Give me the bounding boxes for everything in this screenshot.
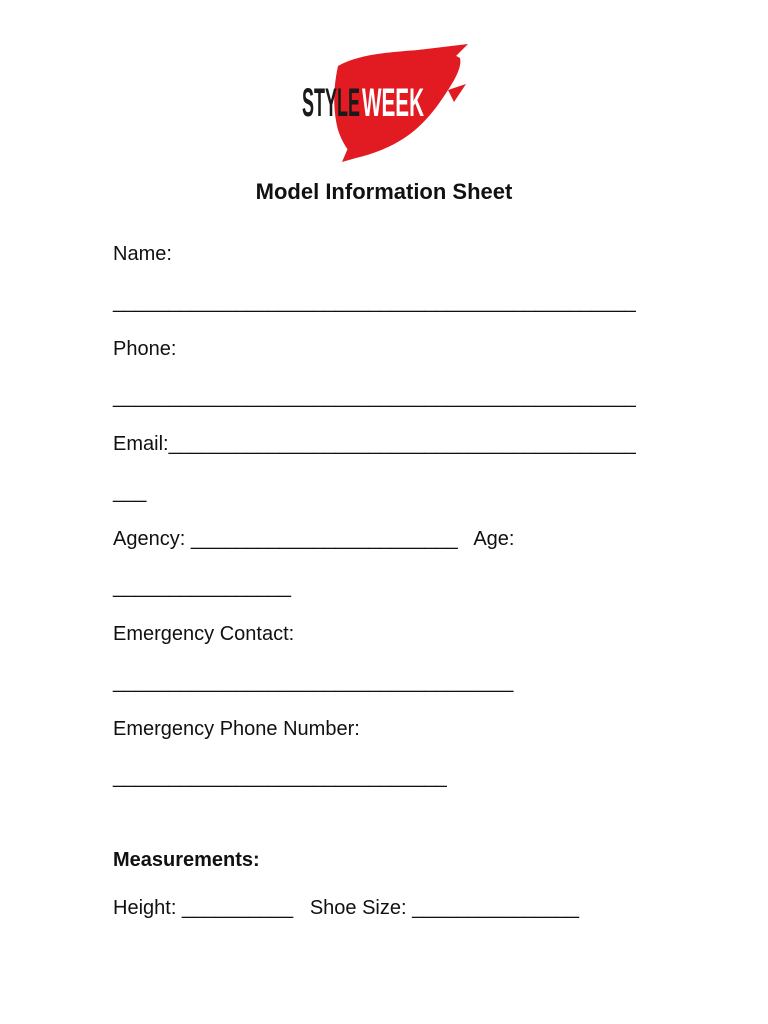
logo-text-week: WEEK: [362, 81, 425, 125]
emergency-contact-field[interactable]: ____________________________________: [113, 671, 514, 693]
emergency-contact-label: Emergency Contact:: [113, 623, 295, 645]
age-field[interactable]: ________________: [113, 576, 291, 598]
emergency-phone-label: Emergency Phone Number:: [113, 718, 360, 740]
name-label: Name:: [113, 243, 172, 265]
email-field-continuation[interactable]: ___: [113, 481, 147, 503]
phone-field[interactable]: _______________________________________________: [113, 386, 636, 408]
name-field[interactable]: _______________________________________________: [113, 291, 636, 313]
email-field[interactable]: Email:__________________________________________: [113, 433, 636, 455]
logo-text-style: STYLE: [302, 81, 360, 125]
measurements-heading: Measurements:: [113, 849, 260, 871]
height-shoe-size-line[interactable]: Height: __________ Shoe Size: _______________: [113, 897, 579, 919]
emergency-phone-field[interactable]: ______________________________: [113, 766, 447, 788]
brush-stroke-logo-graphic: [298, 44, 468, 162]
styleweek-logo: [298, 44, 468, 162]
phone-label: Phone:: [113, 338, 177, 360]
page-title: Model Information Sheet: [255, 179, 513, 204]
agency-age-line[interactable]: Agency: ________________________ Age:: [113, 528, 515, 550]
